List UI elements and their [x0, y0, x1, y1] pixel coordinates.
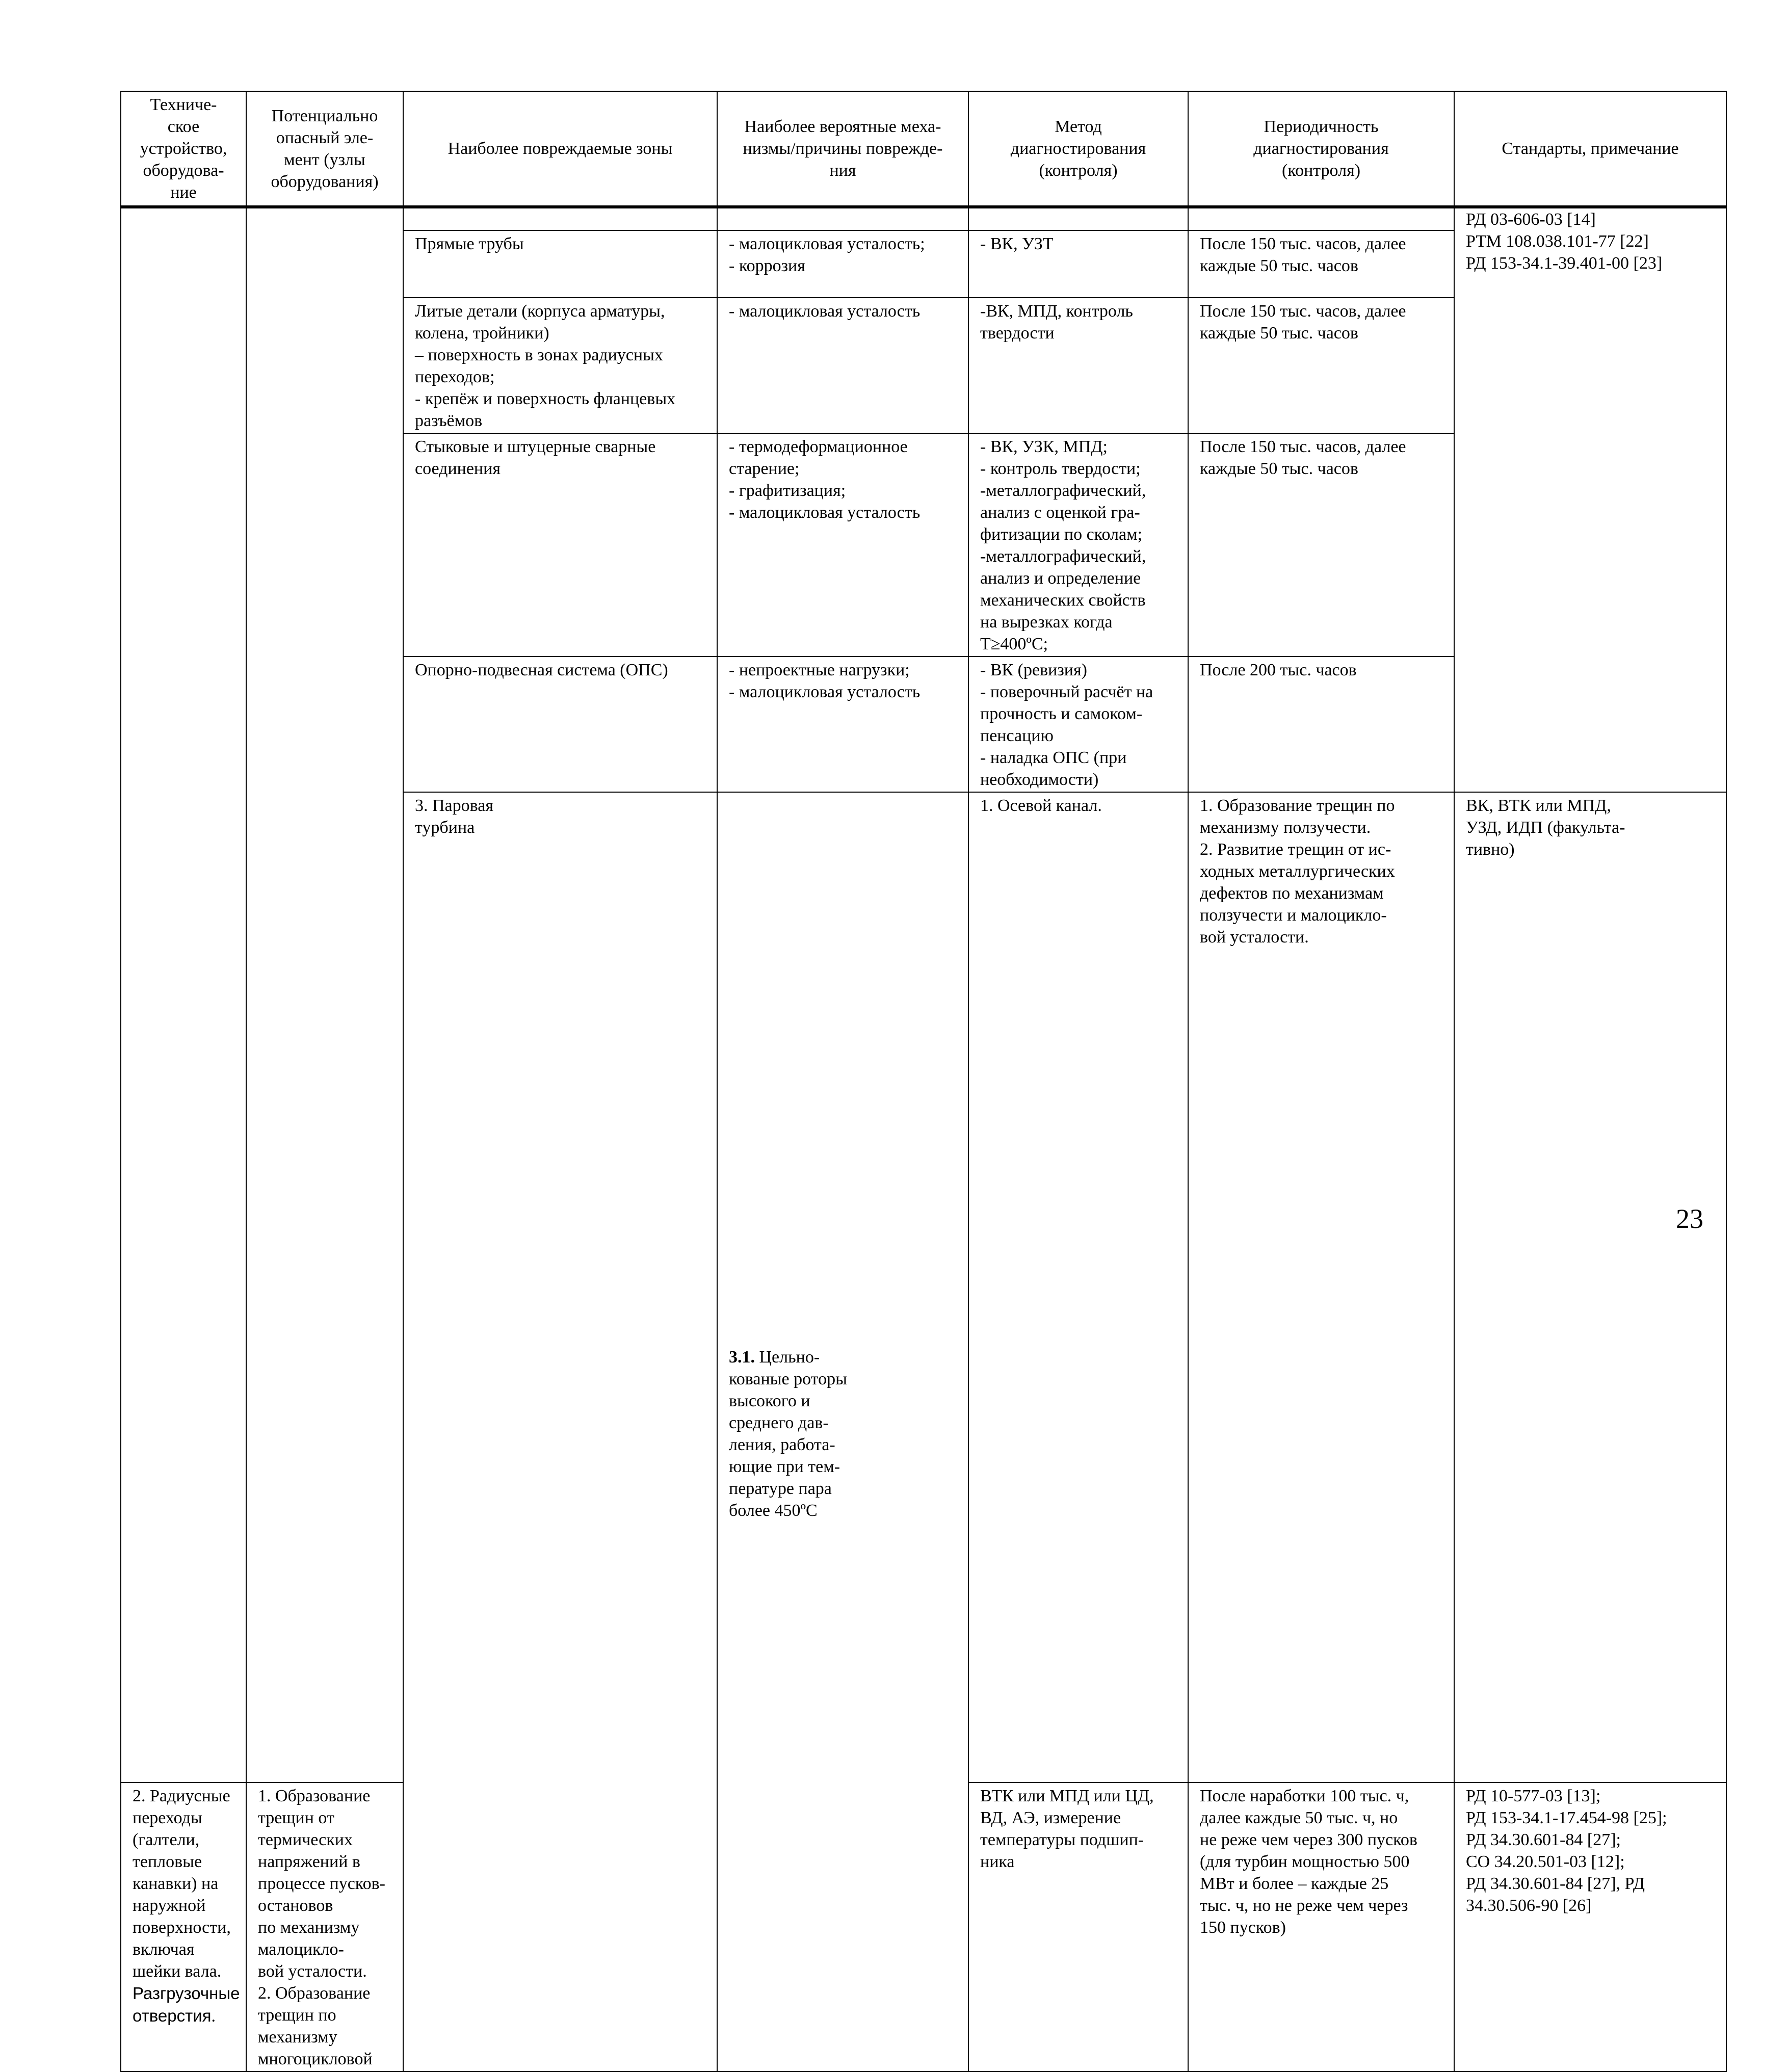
header-zones: Наиболее повреждаемые зоны — [403, 91, 717, 207]
zone-cell: 1. Осевой канал. — [968, 792, 1188, 1782]
zone-cell: Стыковые и штуцерные сварные соединения — [403, 433, 717, 657]
method-cell: ВК, ВТК или МПД, УЗД, ИДП (факульта- тивно) — [1454, 792, 1726, 1782]
method-cell: - ВК, УЗК, МПД; - контроль твердости; -металлографический, анализ с оценкой гра- фитизации по сколам; -металлографический, анализ и определение механических свойств на вырезках когда Т≥400ºС; — [968, 433, 1188, 657]
mechanism-cell: - малоцикловая усталость — [717, 298, 968, 433]
period-cell: После 150 тыс. часов, далее каждые 50 тыс. часов — [1188, 230, 1454, 298]
element-cell-empty — [246, 207, 403, 1782]
table-row — [121, 207, 1726, 230]
header-device: Техниче- ское устройство, оборудова- ние — [121, 91, 246, 207]
period-cell: После наработки 100 тыс. ч, далее каждые 50 тыс. ч, но не реже чем через 300 пусков (для турбин мощностью 500 МВт и более – каждые 25 тыс. ч, но не реже чем через 150 пусков) — [1188, 1782, 1454, 2071]
equipment-diagnostics-table — [120, 91, 1727, 2072]
method-cell: ВТК или МПД или ЦД, ВД, АЭ, измерение температуры подшип- ника — [968, 1782, 1188, 2071]
device-cell: 3. Паровая турбина — [403, 792, 717, 2071]
mechanism-cell-empty — [717, 207, 968, 230]
header-periodicity: Периодичность диагностирования (контроля) — [1188, 91, 1454, 207]
zone-cell-empty — [403, 207, 717, 230]
method-cell: - ВК, УЗТ — [968, 230, 1188, 298]
zone-tail-text: . — [211, 2007, 216, 2026]
zone-cell: Литые детали (корпуса арматуры, колена, тройники) – поверхность в зонах радиусных переходов; - крепёж и поверхность фланцевых разъёмов — [403, 298, 717, 433]
header-standards: Стандарты, примечание — [1454, 91, 1726, 207]
mechanism-cell: - малоцикловая усталость; - коррозия — [717, 230, 968, 298]
zone-extra-text: Разгрузочные отверстия — [133, 1984, 240, 2025]
zone-cell: Прямые трубы — [403, 230, 717, 298]
standards-cell: РД 03-606-03 [14] РТМ 108.038.101-77 [22] РД 153-34.1-39.401-00 [23] — [1454, 207, 1726, 792]
element-number: 3.1. — [729, 1348, 755, 1367]
page-number: 23 — [1676, 1203, 1703, 1234]
table-header-row — [121, 91, 1726, 207]
header-element: Потенциально опасный эле- мент (узлы оборудования) — [246, 91, 403, 207]
element-description: Цельно- кованые роторы высокого и среднего дав- ления, работа- ющие при тем- пературе пара более 450ºС — [729, 1348, 847, 1520]
method-cell-empty — [968, 207, 1188, 230]
period-cell: После 150 тыс. часов, далее каждые 50 тыс. часов — [1188, 298, 1454, 433]
device-cell-empty — [121, 207, 246, 1782]
header-mechanisms: Наиболее вероятные меха- низмы/причины поврежде- ния — [717, 91, 968, 207]
method-cell: -ВК, МПД, контроль твердости — [968, 298, 1188, 433]
period-cell: После 200 тыс. часов — [1188, 657, 1454, 792]
standards-cell: РД 10-577-03 [13]; РД 153-34.1-17.454-98 [25]; РД 34.30.601-84 [27]; СО 34.20.501-03 [12]; РД 34.30.601-84 [27], РД 34.30.506-90 [26] — [1454, 1782, 1726, 2071]
period-cell: После 150 тыс. часов, далее каждые 50 тыс. часов — [1188, 433, 1454, 657]
header-method: Метод диагностирования (контроля) — [968, 91, 1188, 207]
zone-cell: Опорно-подвесная система (ОПС) — [403, 657, 717, 792]
element-cell — [717, 792, 968, 2071]
mechanism-cell: 1. Образование трещин от термических напряжений в процессе пусков-остановов по механизму малоцикло- вой усталости. 2. Образование трещин по механизму многоцикловой — [246, 1782, 403, 2071]
mechanism-cell: - непроектные нагрузки; - малоцикловая усталость — [717, 657, 968, 792]
mechanism-cell: - термодеформационное старение; - графитизация; - малоцикловая усталость — [717, 433, 968, 657]
method-cell: - ВК (ревизия) - поверочный расчёт на прочность и самоком- пенсацию - наладка ОПС (при необходимости) — [968, 657, 1188, 792]
zone-cell: 2. Радиусные переходы (галтели, тепловые канавки) на наружной поверхности, включая шейки вала. Разгрузочные отверстия. — [121, 1782, 246, 2071]
mechanism-cell: 1. Образование трещин по механизму ползучести. 2. Развитие трещин от ис- ходных металлургических дефектов по механизмам ползучести и малоцикло- вой усталости. — [1188, 792, 1454, 1782]
period-cell-empty — [1188, 207, 1454, 230]
